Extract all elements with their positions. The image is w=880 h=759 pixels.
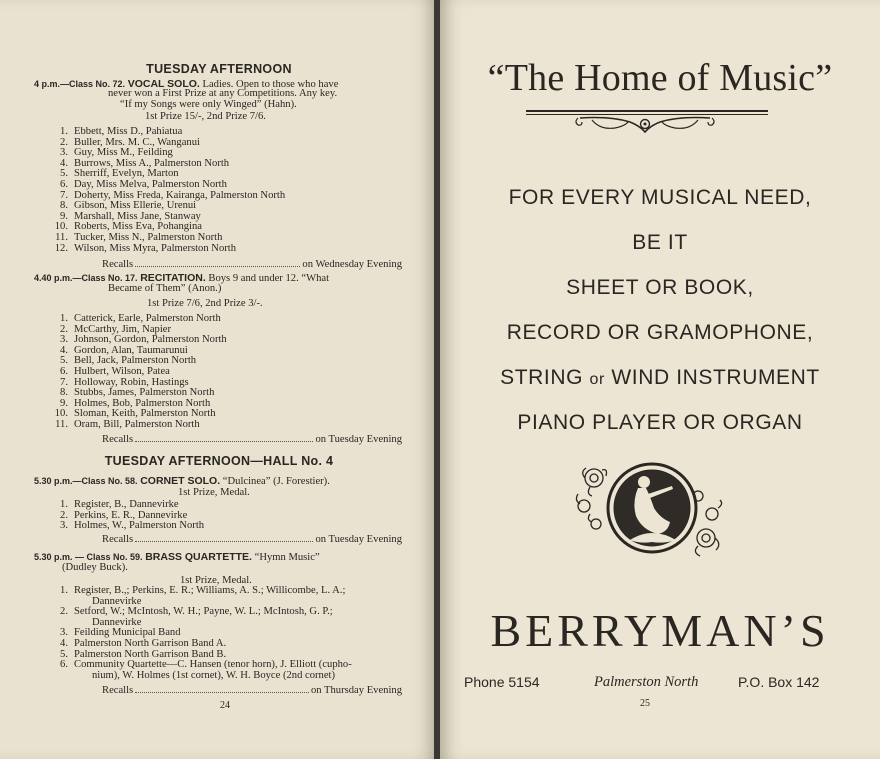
recalls-dotted-line (135, 541, 313, 542)
class-17-name: RECITATION. (140, 272, 206, 284)
entry-row (48, 586, 408, 597)
entry-name: Community Quartette—C. Hansen (tenor horn), J. Elliott (cupho- (74, 659, 352, 671)
entry-name: Doherty, Miss Freda, Kairanga, Palmerston North (74, 189, 286, 201)
entry-number: 2. (60, 323, 68, 335)
class-72-prize: 1st Prize 15/-, 2nd Prize 7/6. (145, 111, 266, 122)
class-17-recalls (102, 434, 402, 445)
entry-name: Wilson, Miss Myra, Palmerston North (74, 242, 237, 254)
entry-name: Setford, W.; McIntosh, W. H.; Payne, W. L.; McIntosh, G. P.; (74, 606, 333, 618)
entry-number: 9. (60, 397, 68, 409)
entry-row (48, 180, 408, 191)
class-59-entries (48, 586, 408, 681)
class-59-desc: “Hymn Music” (251, 552, 320, 563)
advert-line-5-b: WIND INSTRUMENT (604, 366, 820, 389)
entry-number (48, 671, 68, 682)
left-page-number: 24 (220, 700, 230, 711)
class-58-entries (48, 500, 408, 532)
entry-row (48, 314, 408, 325)
entry-number: 1. (60, 499, 68, 510)
class-59-name: BRASS QUARTETTE. (145, 551, 252, 563)
entry-number: 2. (60, 606, 68, 618)
recalls-label: Recalls (102, 685, 134, 696)
entry-name: Palmerston North Garrison Band B. (74, 648, 227, 660)
class-17-time: 4.40 p.m. (34, 273, 73, 283)
entry-name: Sherriff, Evelyn, Marton (74, 168, 179, 180)
heading-tuesday-afternoon-hall-4: TUESDAY AFTERNOON—HALL No. 4 (104, 454, 334, 468)
class-58-desc: “Dulcinea” (J. Forestier). (220, 476, 330, 487)
entry-name: Dannevirke (92, 595, 142, 607)
recalls-label: Recalls (102, 434, 134, 445)
entry-name: Roberts, Miss Eva, Pohangina (74, 221, 202, 233)
recalls-when: on Tuesday Evening (315, 434, 402, 445)
advert-line-3: SHEET OR BOOK, (566, 276, 754, 299)
recalls-when: on Thursday Evening (310, 685, 402, 696)
entry-name: Holloway, Robin, Hastings (74, 376, 189, 388)
entry-name: Catterick, Earle, Palmerston North (74, 313, 221, 324)
entry-name: Tucker, Miss N., Palmerston North (74, 231, 223, 243)
class-59-time: 5.30 p.m. (34, 552, 73, 562)
class-59-prize: 1st Prize, Medal. (180, 575, 252, 586)
entry-name: Johnson, Gordon, Palmerston North (74, 334, 227, 346)
entry-row (48, 500, 408, 511)
entry-number: 2. (60, 136, 68, 148)
class-72-recalls (102, 259, 402, 270)
entry-name: Palmerston North Garrison Band A. (74, 637, 227, 649)
entry-number: 5. (60, 355, 68, 367)
entry-name: Hulbert, Wilson, Patea (74, 365, 170, 377)
advert-line-1: FOR EVERY MUSICAL NEED, (508, 186, 812, 209)
entry-number: 3. (60, 147, 68, 159)
heading-tuesday-afternoon: TUESDAY AFTERNOON (146, 62, 292, 76)
class-17-desc2: Became of Them” (Anon.) (108, 283, 222, 294)
entry-number: 10. (54, 408, 68, 420)
entry-number: 2. (60, 509, 68, 521)
entry-name: Gordon, Alan, Taumarunui (74, 344, 188, 356)
entry-number: 3. (60, 334, 68, 346)
contact-phone: Phone 5154 (464, 674, 540, 690)
entry-number: 11. (55, 418, 68, 430)
advert-line-4: RECORD OR GRAMOPHONE, (506, 321, 814, 344)
entry-name: Buller, Mrs. M. C., Wanganui (74, 136, 200, 148)
entry-number: 9. (60, 210, 68, 222)
class-72-time: 4 p.m. (34, 79, 61, 89)
musician-medallion-icon (572, 456, 728, 560)
entry-name: Register, B., Dannevirke (74, 499, 179, 510)
entry-number: 4. (60, 344, 68, 356)
entry-number: 8. (60, 200, 68, 212)
class-72-label: —Class No. 72. (60, 79, 126, 89)
entry-number: 7. (60, 376, 68, 388)
recalls-when: on Wednesday Evening (302, 259, 402, 270)
class-59-label: — Class No. 59. (72, 552, 143, 562)
class-72-desc3: “If my Songs were only Winged” (Hahn). (120, 99, 297, 110)
recalls-label: Recalls (102, 259, 134, 270)
entry-name: Perkins, E. R., Dannevirke (74, 509, 188, 521)
entry-number: 7. (60, 189, 68, 201)
entry-number: 8. (60, 387, 68, 399)
entry-name: Feilding Municipal Band (74, 627, 181, 639)
entry-number: 11. (55, 231, 68, 243)
entry-name: Bell, Jack, Palmerston North (74, 355, 197, 367)
class-17-label: —Class No. 17. (72, 273, 138, 283)
entry-number: 6. (60, 178, 68, 190)
entry-number: 10. (54, 221, 68, 233)
entry-number: 1. (60, 313, 68, 324)
entry-name: Dannevirke (92, 616, 142, 628)
entry-name: nium), W. Holmes (1st cornet), W. H. Boyce (2nd cornet) (92, 669, 336, 681)
class-58-prize: 1st Prize, Medal. (178, 487, 250, 498)
entry-number: 5. (60, 648, 68, 660)
entry-row (48, 521, 408, 532)
advert-line-5-a: STRING (500, 366, 590, 389)
class-72-name: VOCAL SOLO. (127, 78, 200, 90)
class-59-desc2: (Dudley Buck). (62, 562, 128, 573)
entry-row (48, 367, 408, 378)
class-59-recalls (102, 685, 402, 696)
brand-name: BERRYMAN’S (490, 605, 830, 656)
advert-line-6: PIANO PLAYER OR ORGAN (517, 411, 803, 434)
entry-number: 3. (60, 627, 68, 639)
class-17-desc: Boys 9 and under 12. “What (205, 273, 330, 284)
class-58-label: —Class No. 58. (72, 476, 138, 486)
class-58-time: 5.30 p.m. (34, 476, 73, 486)
class-58-name: CORNET SOLO. (140, 475, 221, 487)
recalls-dotted-line (135, 266, 300, 267)
entry-name: Holmes, W., Palmerston North (74, 520, 205, 532)
entry-name: Marshall, Miss Jane, Stanway (74, 210, 201, 222)
entry-row (48, 127, 408, 138)
entry-number: 4. (60, 157, 68, 169)
class-72-entries (48, 127, 408, 254)
entry-number: 1. (60, 585, 68, 596)
recalls-dotted-line (135, 441, 313, 442)
advert-line-5-or: or (589, 371, 605, 388)
entry-row (48, 233, 408, 244)
entry-number: 6. (60, 659, 68, 671)
class-72-desc: Ladies. Open to those who have (199, 79, 339, 90)
class-17-prize: 1st Prize 7/6, 2nd Prize 3/-. (147, 298, 263, 309)
right-page-number: 25 (640, 698, 650, 709)
scroll-ornament-icon (570, 112, 720, 138)
entry-name: Ebbett, Miss D., Pahiatua (74, 126, 183, 137)
entry-number: 3. (60, 520, 68, 532)
entry-name: Guy, Miss M., Feilding (74, 147, 173, 159)
entry-number: 12. (54, 242, 68, 254)
recalls-label: Recalls (102, 534, 134, 545)
contact-pobox: P.O. Box 142 (738, 674, 820, 690)
entry-row (48, 420, 408, 431)
entry-row (48, 639, 408, 650)
entry-row (48, 244, 408, 255)
entry-name: Day, Miss Melva, Palmerston North (74, 178, 227, 190)
entry-name: Burrows, Miss A., Palmerston North (74, 157, 230, 169)
entry-name: Oram, Bill, Palmerston North (74, 418, 200, 430)
advert-line-5 (440, 366, 880, 390)
entry-number: 6. (60, 365, 68, 377)
contact-city: Palmerston North (594, 674, 699, 690)
entry-number: 1. (60, 126, 68, 137)
class-72-desc2: never won a First Prize at any Competitions. Any key. (108, 88, 338, 99)
entry-name: Holmes, Bob, Palmerston North (74, 397, 211, 409)
advert-title: “The Home of Music” (487, 57, 833, 99)
advert-line-2: BE IT (632, 231, 688, 254)
entry-row (48, 671, 408, 682)
entry-name: Register, B.,; Perkins, E. R.; Williams, A. S.; Willicombe, L. A.; (74, 585, 346, 596)
entry-name: Stubbs, James, Palmerston North (74, 387, 215, 399)
class-58-recalls (102, 534, 402, 545)
entry-name: McCarthy, Jim, Napier (74, 323, 171, 335)
entry-number: 4. (60, 637, 68, 649)
entry-number: 5. (60, 168, 68, 180)
recalls-when: on Tuesday Evening (315, 534, 402, 545)
class-17-entries (48, 314, 408, 431)
entry-name: Gibson, Miss Ellerie, Urenui (74, 200, 197, 212)
entry-name: Sloman, Keith, Palmerston North (74, 408, 216, 420)
recalls-dotted-line (135, 692, 309, 693)
